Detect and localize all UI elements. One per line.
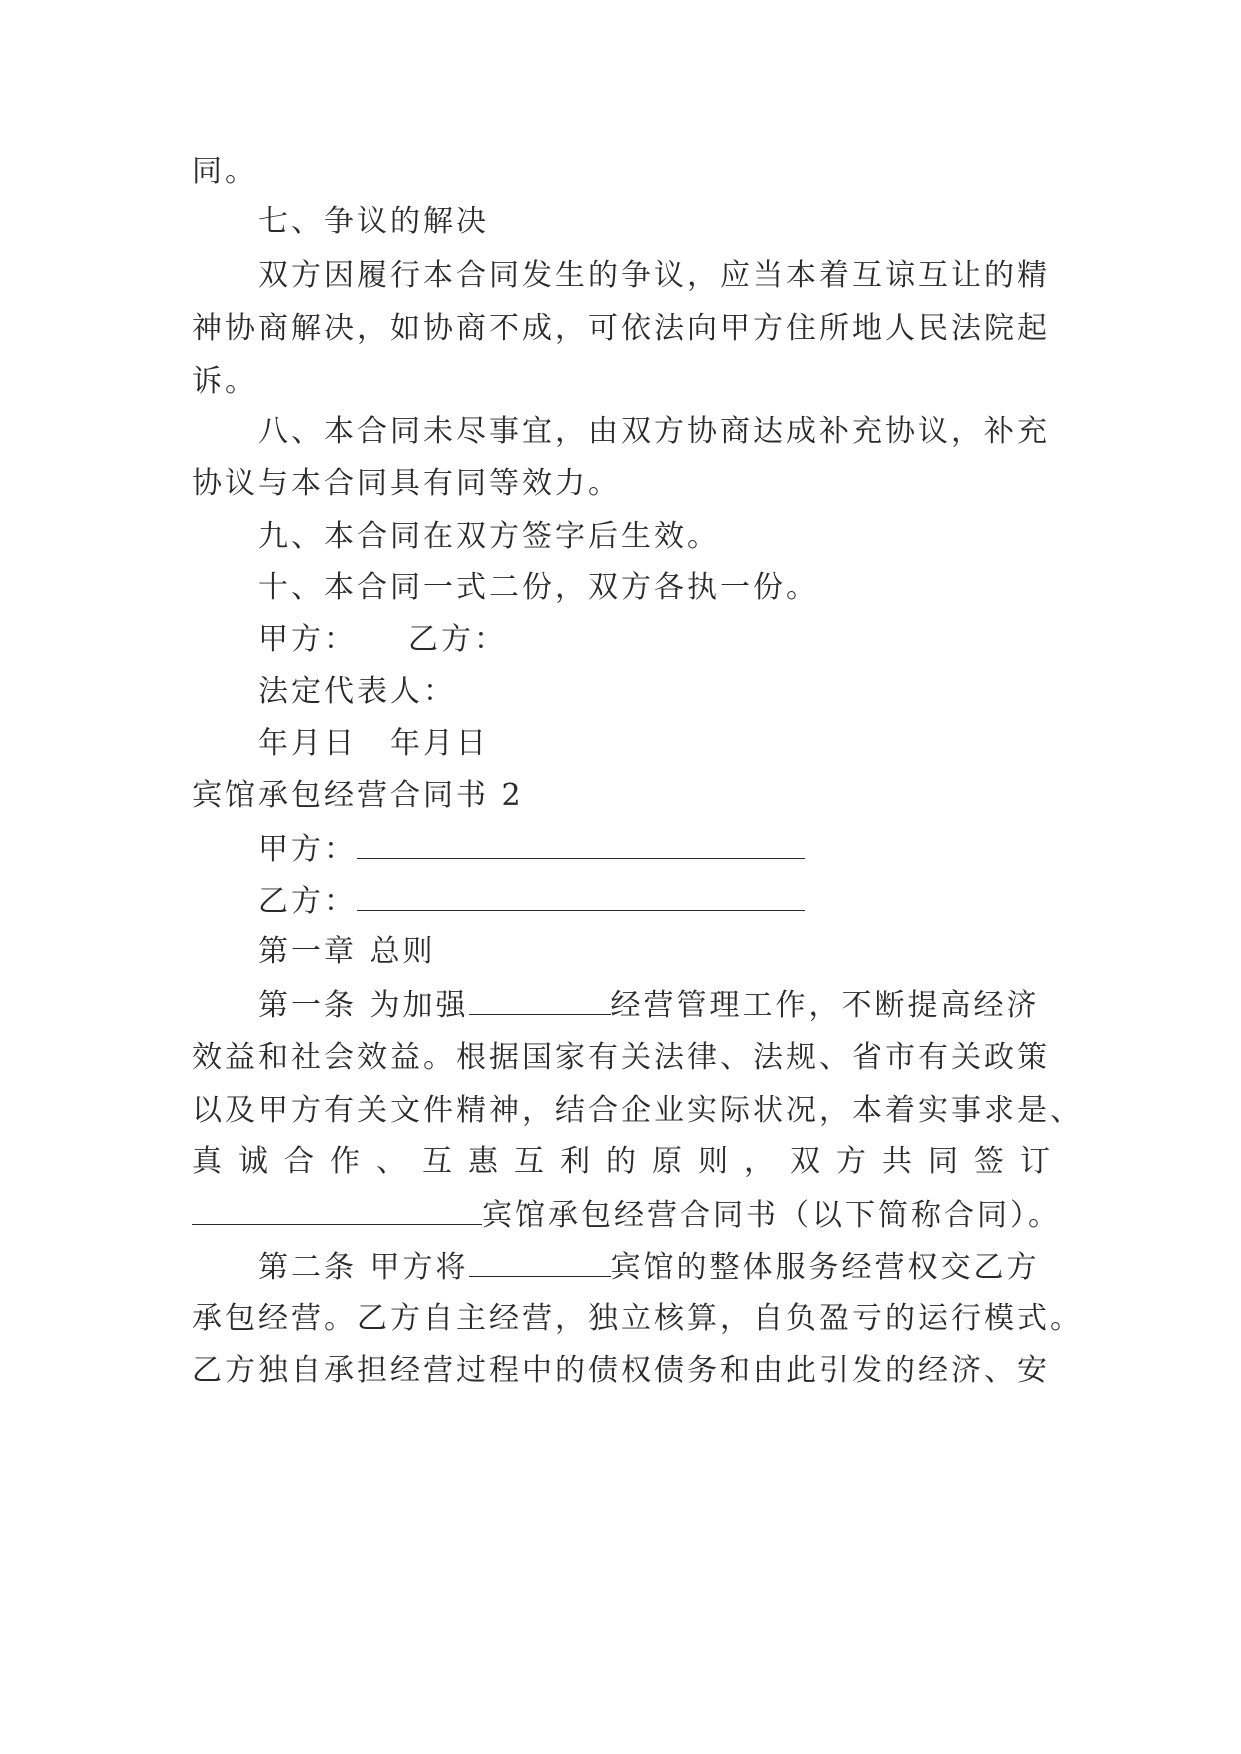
char: 共 xyxy=(882,1144,912,1179)
article-2-line xyxy=(258,1246,1118,1288)
paragraph-line: 承包经营。乙方自主经营，独立核算，自负盈亏的运行模式。 xyxy=(192,1301,1083,1336)
article-2-start: 第二条 甲方将 xyxy=(258,1250,469,1285)
char: 利 xyxy=(560,1144,590,1179)
contract-title: 宾馆承包经营合同书 2 xyxy=(192,778,524,813)
article-1-blank xyxy=(469,984,611,1015)
article-1-cont: 经营管理工作，不断提高经济 xyxy=(610,988,1040,1023)
party-a-label: 甲方： xyxy=(258,832,357,867)
char: 的 xyxy=(606,1144,636,1179)
char: 互 xyxy=(422,1144,452,1179)
paragraph-line: 双方因履行本合同发生的争议，应当本着互谅互让的精 xyxy=(258,258,1050,293)
char: 作 xyxy=(330,1144,360,1179)
char: 订 xyxy=(1020,1144,1050,1179)
section-heading-7: 七、争议的解决 xyxy=(258,204,489,239)
char: 诚 xyxy=(238,1144,268,1179)
paragraph-line: 以及甲方有关文件精神，结合企业实际状况，本着实事求是、 xyxy=(192,1093,1083,1128)
article-2-cont: 宾馆的整体服务经营权交乙方 xyxy=(610,1250,1040,1285)
char: 方 xyxy=(836,1144,866,1179)
contract-name-text: 宾馆承包经营合同书（以下简称合同）。 xyxy=(482,1198,1061,1233)
chapter-heading: 第一章 总则 xyxy=(258,934,436,969)
party-b-line xyxy=(258,880,1118,922)
char: ， xyxy=(744,1144,774,1179)
paragraph-line: 诉。 xyxy=(192,364,258,399)
char: 签 xyxy=(974,1144,1004,1179)
contract-name-line xyxy=(192,1194,1061,1236)
char: 原 xyxy=(652,1144,682,1179)
article-2-blank xyxy=(469,1246,611,1277)
contract-name-blank xyxy=(192,1194,482,1225)
signature-dates: 年月日 年月日 xyxy=(258,726,489,761)
char: 、 xyxy=(376,1144,406,1179)
paragraph-line: 十、本合同一式二份，双方各执一份。 xyxy=(258,570,819,605)
article-1-line xyxy=(258,984,1118,1026)
char: 惠 xyxy=(468,1144,498,1179)
paragraph-line-spread xyxy=(192,1142,1050,1182)
paragraph-line: 九、本合同在双方签字后生效。 xyxy=(258,519,720,554)
paragraph-line: 协议与本合同具有同等效力。 xyxy=(192,466,621,501)
char: 合 xyxy=(284,1144,314,1179)
char: 则 xyxy=(698,1144,728,1179)
party-a-line xyxy=(258,828,1118,870)
char: 同 xyxy=(928,1144,958,1179)
signature-parties: 甲方： 乙方： xyxy=(258,622,507,657)
party-b-label: 乙方： xyxy=(258,884,357,919)
paragraph-line: 效益和社会效益。根据国家有关法律、法规、省市有关政策 xyxy=(192,1040,1050,1075)
party-a-blank xyxy=(357,828,805,859)
article-1-start: 第一条 为加强 xyxy=(258,988,469,1023)
char: 双 xyxy=(790,1144,820,1179)
char: 互 xyxy=(514,1144,544,1179)
text-line: 同。 xyxy=(192,154,258,189)
party-b-blank xyxy=(357,880,805,911)
paragraph-line: 乙方独自承担经营过程中的债权债务和由此引发的经济、安 xyxy=(192,1353,1050,1388)
char: 真 xyxy=(192,1144,222,1179)
paragraph-line: 神协商解决，如协商不成，可依法向甲方住所地人民法院起 xyxy=(192,311,1050,346)
paragraph-line: 八、本合同未尽事宜，由双方协商达成补充协议，补充 xyxy=(258,414,1050,449)
legal-representative: 法定代表人： xyxy=(258,674,456,709)
